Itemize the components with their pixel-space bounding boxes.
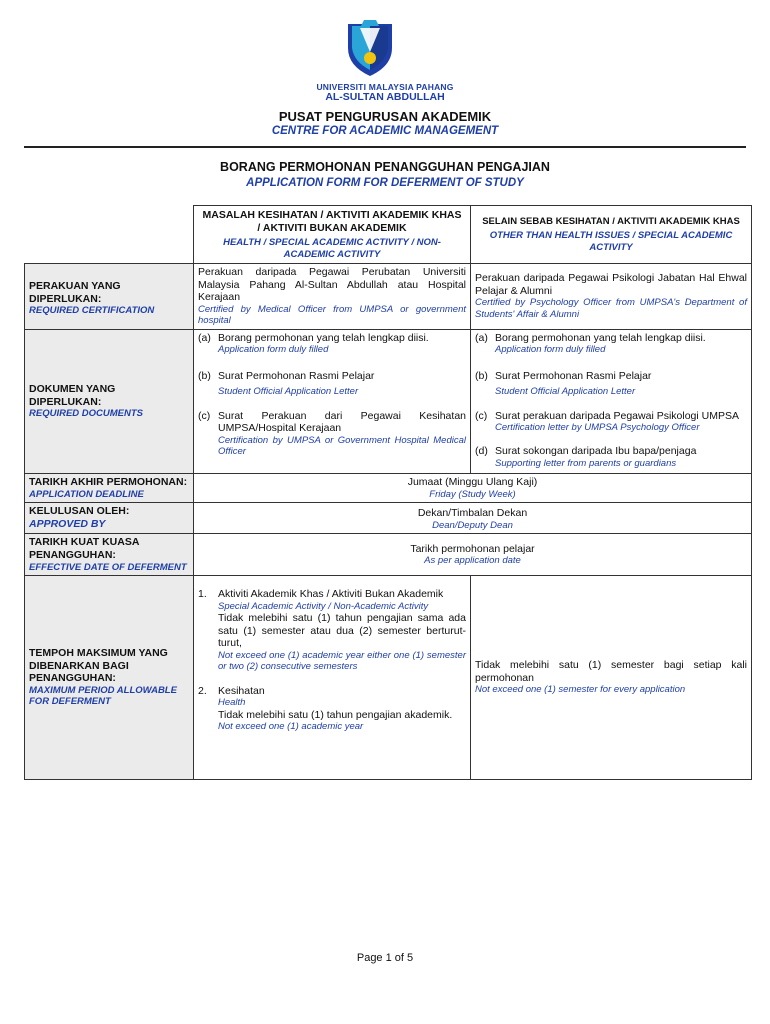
col-header-health [194, 206, 471, 264]
certification-label-en: REQUIRED CERTIFICATION [29, 305, 155, 317]
item-number: (a) [198, 331, 211, 344]
deadline-value-en: Friday (Study Week) [429, 489, 516, 501]
university-name-line2: AL-SULTAN ABDULLAH [325, 91, 445, 103]
centre-title-en: CENTRE FOR ACADEMIC MANAGEMENT [271, 125, 499, 137]
deferment-table [24, 205, 752, 780]
effective-row [25, 534, 752, 576]
item-ms: Surat Permohonan Rasmi Pelajar [495, 369, 652, 382]
item-title-ms: Aktiviti Akademik Khas / Aktiviti Bukan Akademik [218, 588, 444, 601]
col-header-other [471, 206, 752, 264]
list-item [475, 410, 747, 434]
item-number: (b) [475, 369, 488, 382]
approval-value [194, 503, 752, 534]
item-en: Application form duly filled [218, 344, 329, 356]
documents-row [25, 329, 752, 474]
certification-row [25, 263, 752, 329]
header-divider [24, 146, 746, 148]
item-number: (a) [475, 331, 488, 344]
item-number: (d) [475, 445, 488, 458]
certification-other-en: Certified by Psychology Officer from UMPSA's Department of Students' Affair & Alumni [475, 297, 747, 320]
blank-corner [25, 206, 194, 264]
effective-value-ms: Tarikh permohonan pelajar [410, 542, 535, 555]
certification-label [25, 263, 194, 329]
item-number: 1. [198, 588, 207, 601]
deadline-label [25, 474, 194, 503]
certification-other [471, 263, 752, 329]
list-item [198, 588, 466, 673]
list-item [198, 370, 466, 398]
item-number: 2. [198, 684, 207, 697]
approval-label-en: APPROVED BY [29, 518, 106, 531]
maximum-label-en: MAXIMUM PERIOD ALLOWABLE FOR DEFERMENT [29, 685, 177, 708]
col-header-health-en: HEALTH / SPECIAL ACADEMIC ACTIVITY / NON-ACADEMIC ACTIVITY [223, 237, 441, 260]
university-name: UNIVERSITI MALAYSIA PAHANG [316, 82, 454, 92]
certification-label-ms: PERAKUAN YANG DIPERLUKAN: [29, 279, 121, 305]
list-item [475, 370, 747, 398]
certification-other-ms: Perakuan daripada Pegawai Psikologi Jabatan Hal Ehwal Pelajar & Alumni [475, 271, 747, 297]
documents-health [194, 329, 471, 474]
approval-value-ms: Dekan/Timbalan Dekan [417, 507, 528, 520]
item-ms: Surat Perakuan dari Pegawai Kesihatan UMPSA/Hospital Kerajaan [218, 409, 466, 435]
page-number: Page 1 of 5 [356, 952, 414, 964]
deadline-row [25, 474, 752, 503]
effective-label-en: EFFECTIVE DATE OF DEFERMENT [29, 561, 187, 573]
item-body-en: Not exceed one (1) academic year [218, 721, 364, 733]
item-title-en: Special Academic Activity / Non-Academic Activity [218, 600, 429, 612]
deadline-value-ms: Jumaat (Minggu Ulang Kaji) [407, 476, 538, 489]
certification-health-ms: Perakuan daripada Pegawai Perubatan Universiti Malaysia Pahang Al-Sultan Abdullah atau Hospital Kerajaan [198, 265, 466, 304]
item-body-en: Not exceed one (1) academic year either one (1) semester or two (2) consecutive semesters [218, 649, 466, 673]
item-body-ms: Tidak melebihi satu (1) tahun pengajian sama ada satu (1) semester atau dua (2) semester berturut-turut, [218, 612, 466, 650]
item-en: Student Official Application Letter [495, 386, 636, 398]
approval-value-en: Dean/Deputy Dean [432, 520, 513, 532]
item-ms: Surat sokongan daripada Ibu bapa/penjaga [495, 445, 697, 458]
effective-value [194, 534, 752, 576]
maximum-label-ms: TEMPOH MAKSIMUM YANG DIBENARKAN BAGI PENANGGUHAN: [29, 647, 168, 685]
centre-title-ms: PUSAT PENGURUSAN AKADEMIK [278, 109, 492, 124]
form-title-ms: BORANG PERMOHONAN PENANGGUHAN PENGAJIAN [220, 160, 550, 174]
item-ms: Borang permohonan yang telah lengkap diisi. [495, 331, 706, 344]
approval-label-ms: KELULUSAN OLEH: [29, 505, 130, 518]
item-ms: Surat perakuan daripada Pegawai Psikologi UMPSA [495, 409, 739, 422]
item-number: (c) [198, 409, 211, 422]
umpsa-logo [342, 18, 398, 78]
col-header-other-ms: SELAIN SEBAB KESIHATAN / AKTIVITI AKADEMIK KHAS [482, 216, 740, 227]
effective-label-ms: TARIKH KUAT KUASA PENANGGUHAN: [29, 536, 140, 562]
maximum-label [25, 576, 194, 780]
item-title-ms: Kesihatan [218, 684, 265, 697]
item-body-ms: Tidak melebihi satu (1) tahun pengajian akademik. [218, 708, 453, 721]
documents-other [471, 329, 752, 474]
maximum-row [25, 576, 752, 780]
list-item [475, 332, 747, 356]
certification-health [194, 263, 471, 329]
item-en: Certification letter by UMPSA Psychology Officer [495, 422, 700, 434]
col-header-other-en: OTHER THAN HEALTH ISSUES / SPECIAL ACADEMIC ACTIVITY [489, 230, 733, 253]
documents-label-en: REQUIRED DOCUMENTS [29, 408, 144, 420]
documents-label [25, 329, 194, 474]
item-number: (b) [198, 369, 211, 382]
deadline-label-en: APPLICATION DEADLINE [29, 489, 144, 501]
list-item [198, 332, 466, 356]
item-number: (c) [475, 409, 488, 422]
item-ms: Surat Permohonan Rasmi Pelajar [218, 369, 375, 382]
effective-value-en: As per application date [424, 555, 521, 567]
maximum-other-en: Not exceed one (1) semester for every application [475, 684, 686, 696]
item-en: Certification by UMPSA or Government Hospital Medical Officer [218, 434, 466, 458]
maximum-health [194, 576, 471, 780]
item-en: Student Official Application Letter [218, 386, 359, 398]
approval-row [25, 503, 752, 534]
list-item [475, 445, 747, 469]
effective-label [25, 534, 194, 576]
list-item [198, 410, 466, 458]
deadline-value [194, 474, 752, 503]
certification-health-en: Certified by Medical Officer from UMPSA or government hospital [198, 303, 466, 327]
list-item [198, 685, 466, 733]
item-en: Supporting letter from parents or guardians [495, 458, 677, 470]
maximum-other-ms: Tidak melebihi satu (1) semester bagi setiap kali permohonan [475, 659, 747, 684]
item-en: Application form duly filled [495, 344, 606, 356]
item-title-en: Health [218, 697, 246, 709]
form-title-en: APPLICATION FORM FOR DEFERMENT OF STUDY [246, 177, 524, 189]
deadline-label-ms: TARIKH AKHIR PERMOHONAN: [29, 476, 188, 489]
col-header-health-ms: MASALAH KESIHATAN / AKTIVITI AKADEMIK KHAS / AKTIVITI BUKAN AKADEMIK [202, 209, 462, 234]
item-ms: Borang permohonan yang telah lengkap diisi. [218, 331, 429, 344]
approval-label [25, 503, 194, 534]
documents-label-ms: DOKUMEN YANG DIPERLUKAN: [29, 383, 116, 408]
column-header-row [25, 206, 752, 264]
maximum-other [471, 576, 752, 780]
